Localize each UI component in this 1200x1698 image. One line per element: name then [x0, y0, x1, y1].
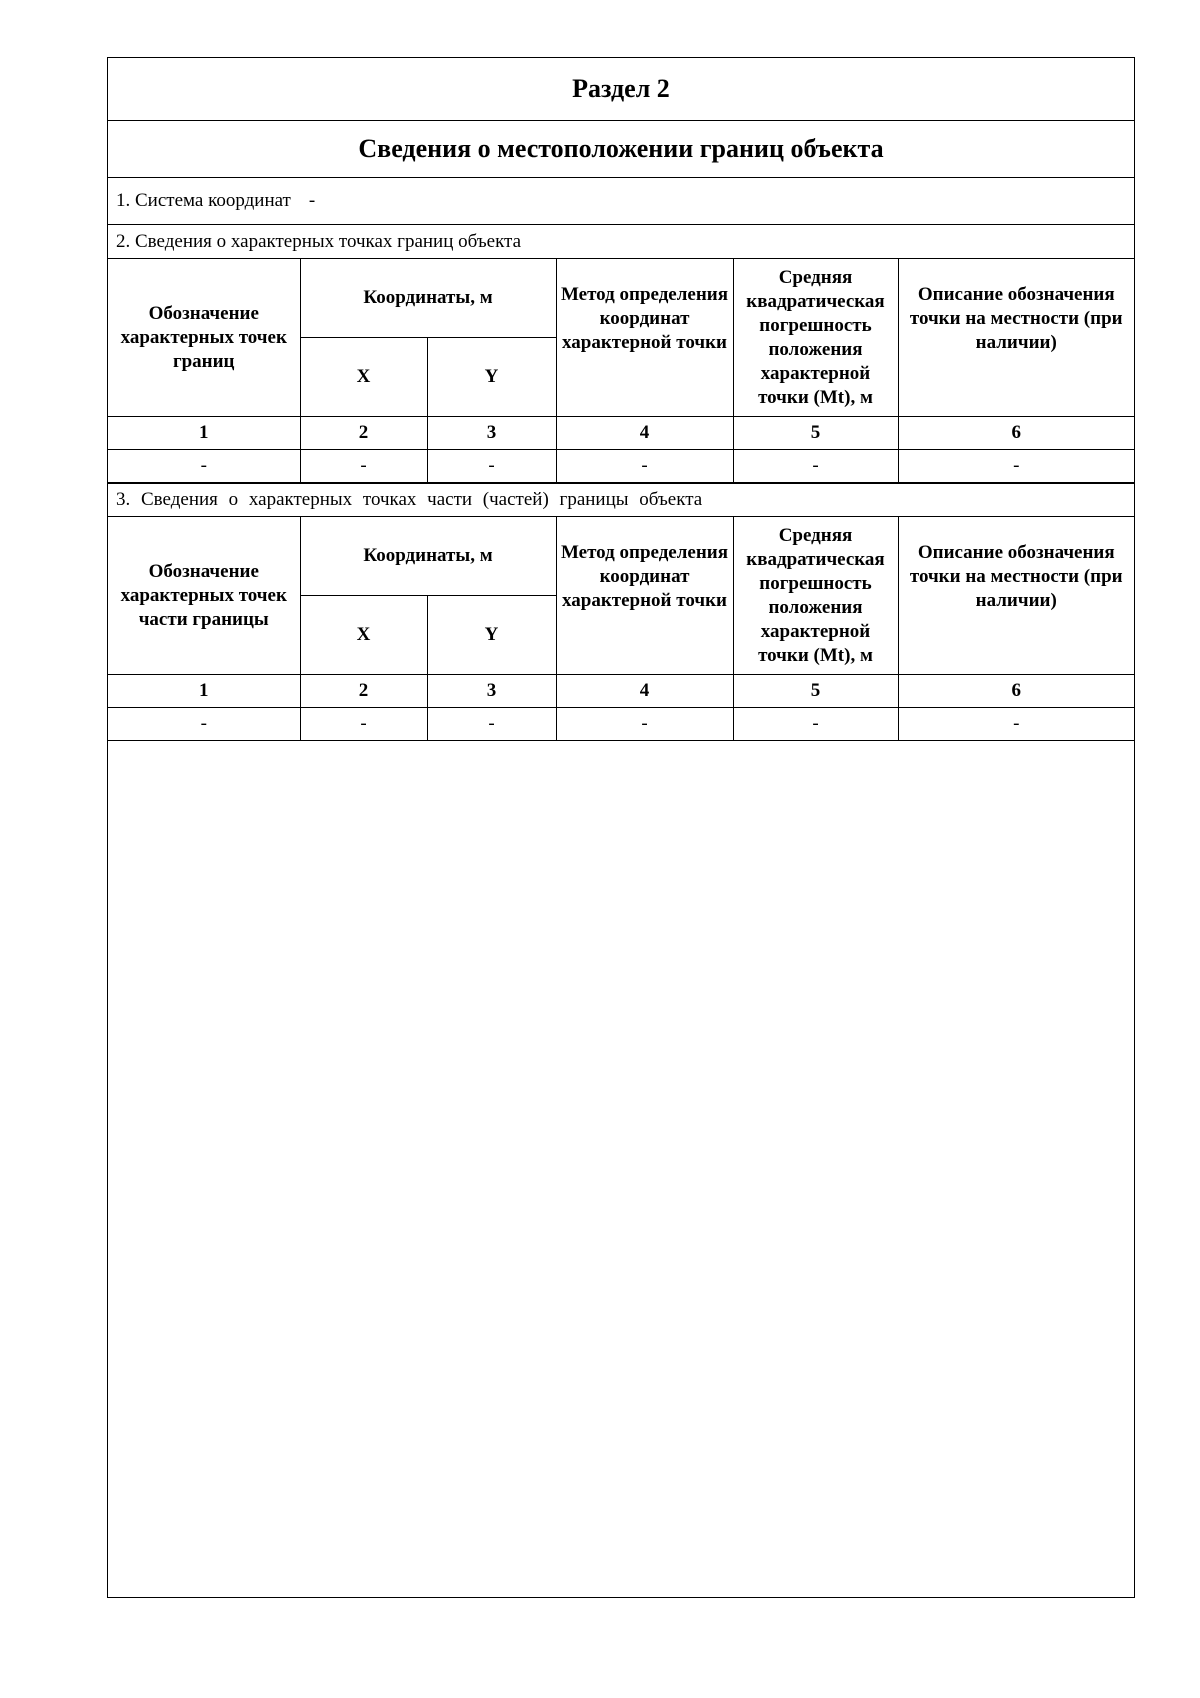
designation-header: Обозначение характерных точек границ	[108, 259, 300, 417]
table-cell: -	[300, 708, 427, 741]
table-cell: -	[427, 450, 556, 483]
part-points-heading: 3. Сведения о характерных точках части (частей) границы объекта	[108, 483, 1134, 517]
column-number: 1	[108, 417, 300, 450]
coordinates-header: Координаты, м	[300, 517, 556, 596]
description-header: Описание обозначения точки на местности (при наличии)	[898, 259, 1134, 417]
table-cell: -	[427, 708, 556, 741]
table-cell: -	[898, 450, 1134, 483]
column-number: 6	[898, 417, 1134, 450]
designation-header: Обозначение характерных точек части границы	[108, 517, 300, 675]
boundary-points-heading: 2. Сведения о характерных точках границ объекта	[108, 225, 1134, 259]
column-number: 3	[427, 417, 556, 450]
boundary-points-table	[108, 259, 1134, 483]
x-header: X	[300, 596, 427, 675]
column-numbers-row	[108, 417, 1134, 450]
part-points-table	[108, 517, 1134, 741]
column-number: 2	[300, 675, 427, 708]
table-row	[108, 450, 1134, 483]
table-cell: -	[556, 708, 733, 741]
column-number: 6	[898, 675, 1134, 708]
column-number: 5	[733, 417, 898, 450]
description-header: Описание обозначения точки на местности (при наличии)	[898, 517, 1134, 675]
table-cell: -	[733, 450, 898, 483]
table-cell: -	[108, 450, 300, 483]
column-number: 5	[733, 675, 898, 708]
column-number: 4	[556, 675, 733, 708]
coordinate-system-label: 1. Система координат	[116, 190, 291, 211]
error-header: Средняя квадратическая погрешность положения характерной точки (Mt), м	[733, 259, 898, 417]
method-header: Метод определения координат характерной точки	[556, 517, 733, 675]
section-title: Раздел 2	[108, 58, 1134, 121]
section-subtitle: Сведения о местоположении границ объекта	[108, 121, 1134, 178]
coordinate-system-row	[108, 178, 1134, 225]
document-frame	[107, 57, 1135, 1598]
table-cell: -	[733, 708, 898, 741]
table-cell: -	[898, 708, 1134, 741]
table-row	[108, 708, 1134, 741]
error-header: Средняя квадратическая погрешность положения характерной точки (Mt), м	[733, 517, 898, 675]
coordinate-system-value: -	[308, 190, 316, 211]
column-number: 4	[556, 417, 733, 450]
y-header: Y	[427, 596, 556, 675]
column-number: 3	[427, 675, 556, 708]
table-cell: -	[108, 708, 300, 741]
column-number: 2	[300, 417, 427, 450]
table-cell: -	[300, 450, 427, 483]
x-header: X	[300, 338, 427, 417]
y-header: Y	[427, 338, 556, 417]
column-number: 1	[108, 675, 300, 708]
method-header: Метод определения координат характерной точки	[556, 259, 733, 417]
coordinates-header: Координаты, м	[300, 259, 556, 338]
table-cell: -	[556, 450, 733, 483]
column-numbers-row	[108, 675, 1134, 708]
